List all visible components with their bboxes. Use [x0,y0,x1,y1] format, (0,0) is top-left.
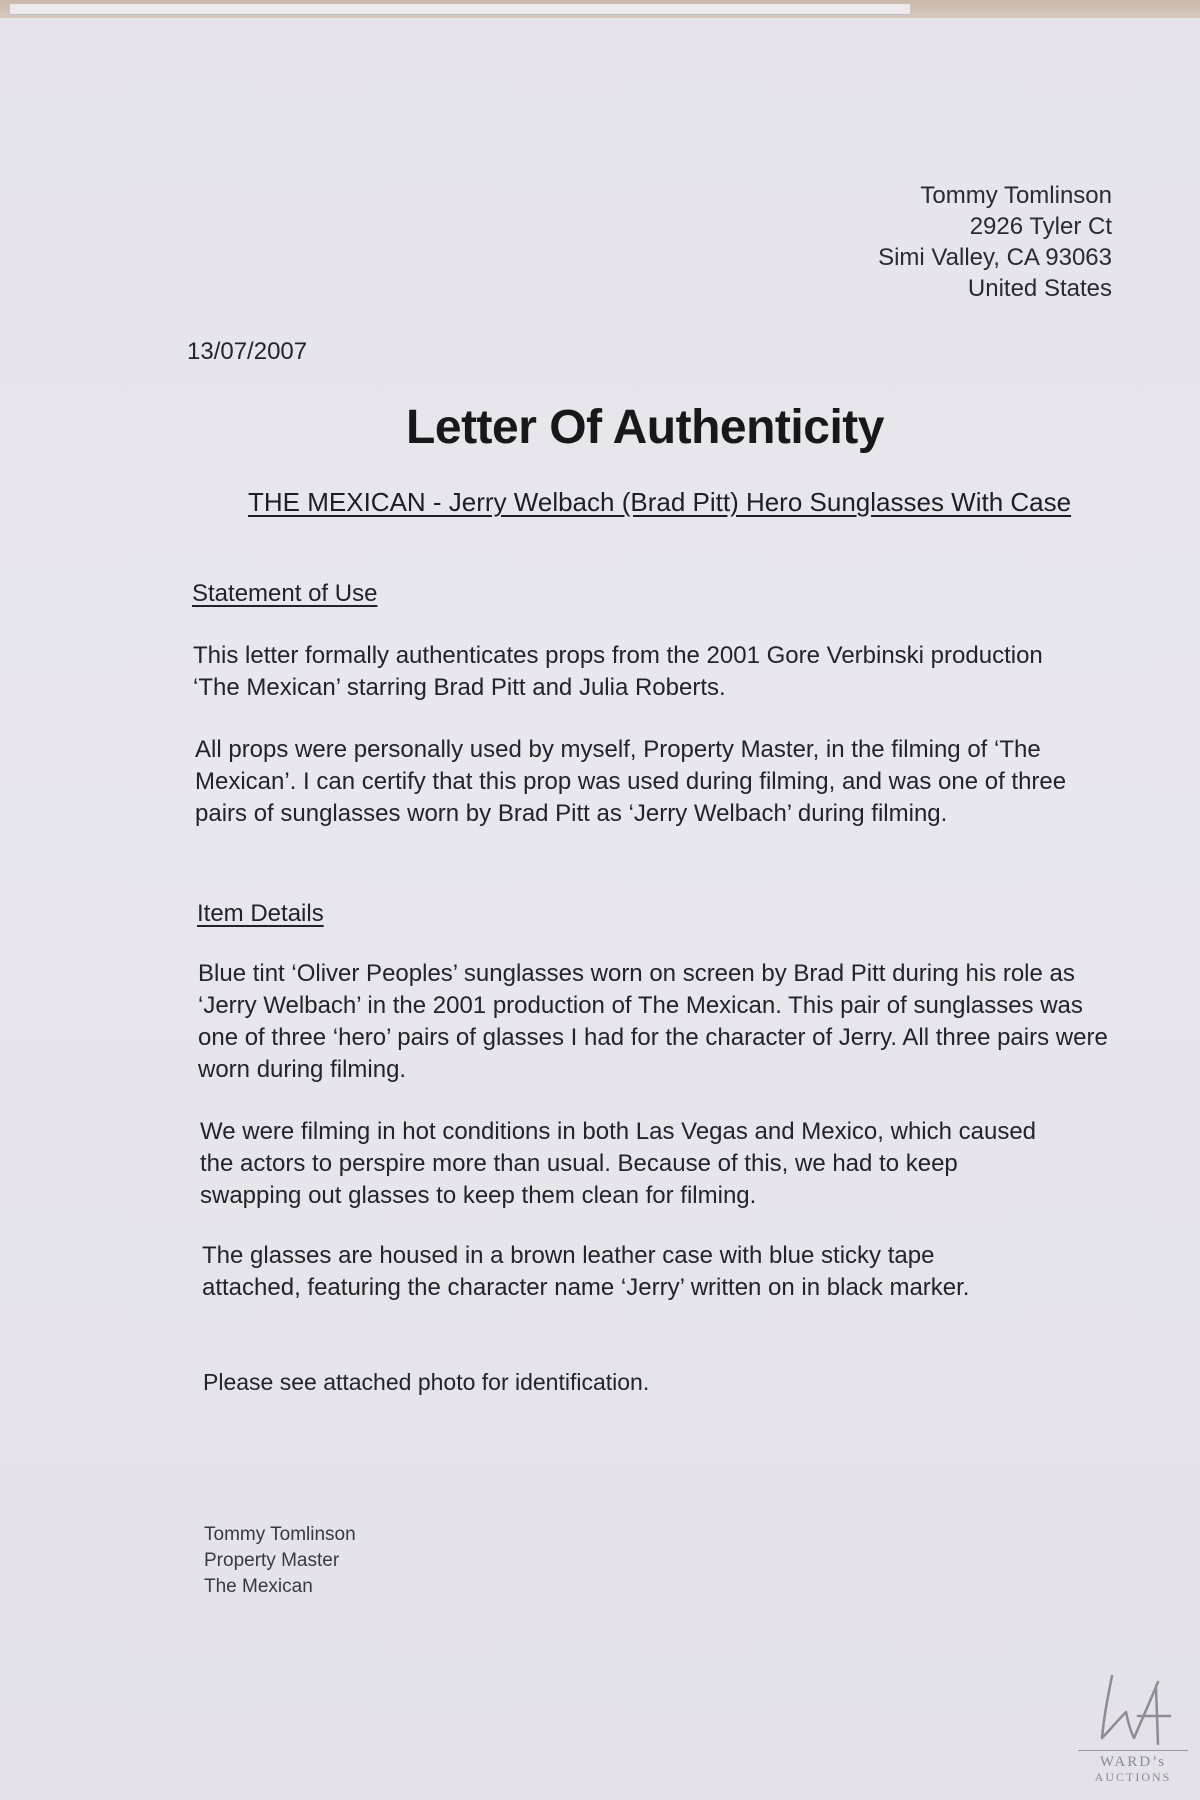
watermark-brand: WARD’s [1078,1750,1188,1770]
sender-city: Simi Valley, CA 93063 [878,244,1112,271]
statement-heading: Statement of Use [192,580,378,607]
identification-note: Please see attached photo for identification. [203,1369,650,1395]
letter-title: Letter Of Authenticity [406,401,884,454]
sender-country: United States [967,275,1112,302]
statement-paragraph-2: All props were personally used by myself, Property Master, in the filming of ‘The Mexican’. I can certify that this prop was used during filming, and was one of three pairs of sunglasses worn by Brad Pitt as ‘Jerry Welbach’ during filming. [195,736,1067,827]
signature-role: Property Master [204,1550,340,1571]
wa-monogram-icon [1088,1668,1178,1750]
paper-edge [10,4,910,15]
statement-paragraph-1: This letter formally authenticates props from the 2001 Gore Verbinski production ‘The Mexican’ starring Brad Pitt and Julia Roberts. [193,642,1043,701]
letter-subtitle: THE MEXICAN - Jerry Welbach (Brad Pitt) Hero Sunglasses With Case [248,487,1072,517]
item-details-paragraph-3: The glasses are housed in a brown leather case with blue sticky tape attached, featuring the character name ‘Jerry’ written on in black marker. [202,1242,970,1301]
item-details-paragraph-2: We were filming in hot conditions in both Las Vegas and Mexico, which caused the actors to perspire more than usual. Because of this, we had to keep swapping out glasses to keep them clean for filming. [200,1118,1037,1209]
item-details-paragraph-1: Blue tint ‘Oliver Peoples’ sunglasses worn on screen by Brad Pitt during his role as ‘Jerry Welbach’ in the 2001 production of The Mexican. This pair of sunglasses was one of three ‘hero’ pairs of glasses I had for the character of Jerry. All three pairs were worn during filming. [198,960,1108,1083]
letter-date: 13/07/2007 [187,338,308,365]
signature-production: The Mexican [204,1576,313,1597]
signature-name: Tommy Tomlinson [204,1524,356,1545]
item-details-heading: Item Details [197,900,324,927]
sender-address [878,180,1112,304]
sender-street: 2926 Tyler Ct [969,213,1112,240]
wards-auctions-watermark [1078,1668,1188,1788]
signature-block [204,1522,356,1600]
watermark-sub: AUCTIONS [1094,1770,1172,1784]
sender-name: Tommy Tomlinson [920,182,1112,209]
